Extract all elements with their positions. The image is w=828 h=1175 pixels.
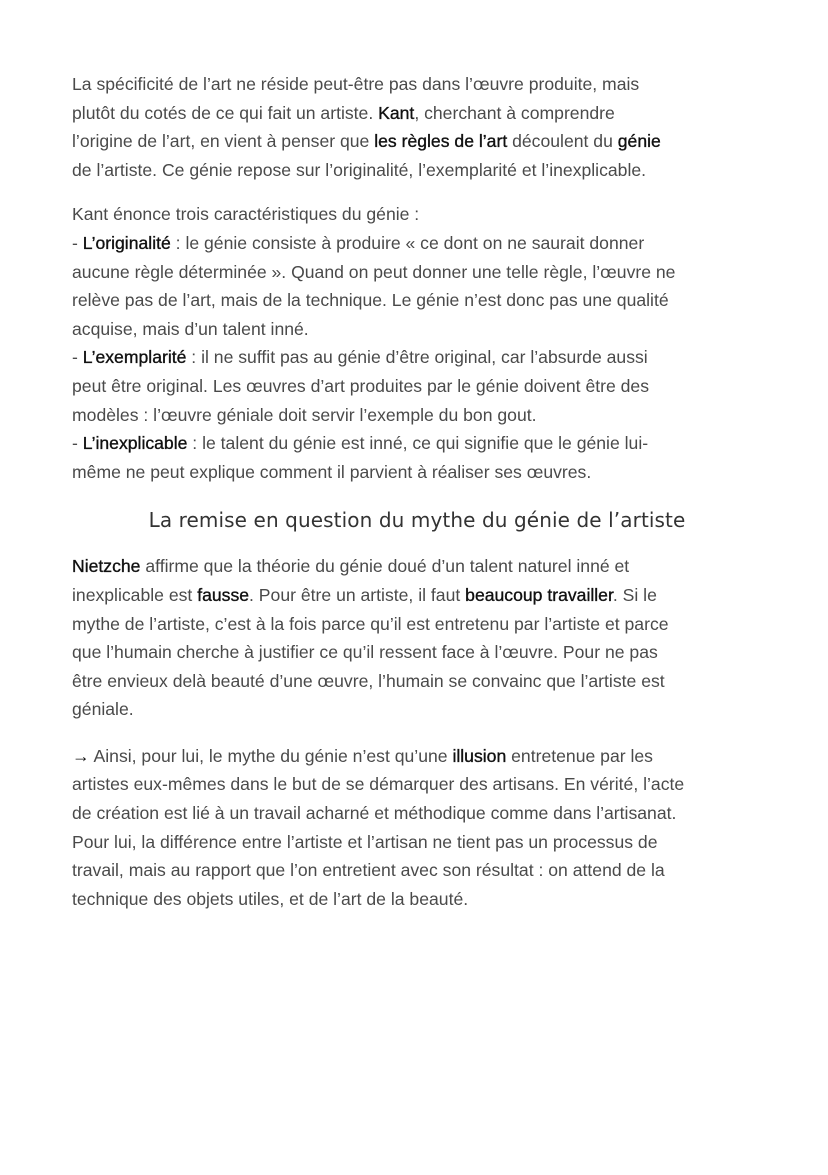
text-run: , cherchant à comprendre l’origine de l’art, en vient à penser que: [72, 102, 615, 152]
term-exemplarite: L’exemplarité: [82, 347, 187, 368]
text-run: Ainsi, pour lui, le mythe du génie n’est qu’une: [89, 745, 453, 766]
characteristics-intro: Kant énonce trois caractéristiques du génie :: [72, 204, 420, 225]
nietzche-paragraph: [72, 552, 762, 724]
characteristic-originalite: [72, 229, 762, 343]
term-originalite: L’originalité: [82, 232, 171, 253]
term-kant: Kant: [378, 102, 415, 123]
term-beaucoup-travailler: beaucoup travailler: [465, 584, 613, 605]
term-regles-de-lart: les règles de l’art: [374, 131, 508, 152]
term-illusion: illusion: [452, 745, 507, 766]
text-run: : le génie consiste à produire « ce dont on ne saurait donner aucune règle déterminée ». Quand on peut donner une telle règle, l’œuvre ne relève pas de l’art, mais de la technique. Le génie n’est donc pas une qualité acquise, mais d’un talent inné.: [72, 232, 676, 339]
text-run: découlent du: [507, 131, 618, 152]
document-page: [72, 70, 762, 913]
list-dash: -: [72, 433, 83, 454]
characteristic-exemplarite: [72, 343, 762, 429]
characteristic-inexplicable: [72, 429, 762, 486]
text-run: affirme que la théorie du génie doué d’un talent naturel inné et inexplicable est: [72, 556, 630, 605]
text-run: La spécificité de l’art ne réside peut-être pas dans l’œuvre produite, mais plutôt du cotés de ce qui fait un artiste.: [72, 74, 640, 123]
text-run: entretenue par les artistes eux-mêmes dans le but de se démarquer des artisans. En vérité, l’acte de création est lié à un travail acharné et méthodique comme dans l’artisanat. Pour lui, la différence entre l’artiste et l’artisan ne tient pas un processus de travail, mais au rapport que l’on entretient avec son résultat : on attend de la technique des objets utiles, et de l’art de la beauté.: [72, 745, 685, 909]
term-fausse: fausse: [197, 584, 250, 605]
term-genie: génie: [617, 131, 661, 152]
paragraph-gap: [72, 184, 762, 200]
conclusion-paragraph: [72, 742, 762, 914]
term-nietzche: Nietzche: [72, 556, 141, 577]
text-run: de l’artiste. Ce génie repose sur l’originalité, l’exemplarité et l’inexplicable.: [72, 159, 647, 180]
term-inexplicable: L’inexplicable: [82, 433, 188, 454]
intro-paragraph: [72, 70, 762, 184]
paragraph-gap: [72, 724, 762, 742]
text-run: . Pour être un artiste, il faut: [249, 584, 466, 605]
list-dash: -: [72, 347, 83, 368]
text-run: : il ne suffit pas au génie d’être original, car l’absurde aussi peut être original. Les œuvres d’art produites par le génie doivent être des modèles : l’œuvre géniale doit servir l’exemple du bon gout.: [72, 347, 650, 425]
text-run: : le talent du génie est inné, ce qui signifie que le génie lui- même ne peut explique comment il parvient à réaliser ses œuvres.: [72, 433, 649, 482]
arrow-icon: →: [72, 745, 90, 766]
text-run: . Si le mythe de l’artiste, c’est à la fois parce qu’il est entretenu par l’artiste et parce que l’humain cherche à justifier ce qu’il ressent face à l’œuvre. Pour ne pas être envieux delà beauté d’une œuvre, l’humain se convainc que l’artiste est géniale.: [72, 584, 669, 720]
section-heading: La remise en question du mythe du génie de l’artiste: [148, 508, 686, 533]
list-dash: -: [72, 232, 83, 253]
